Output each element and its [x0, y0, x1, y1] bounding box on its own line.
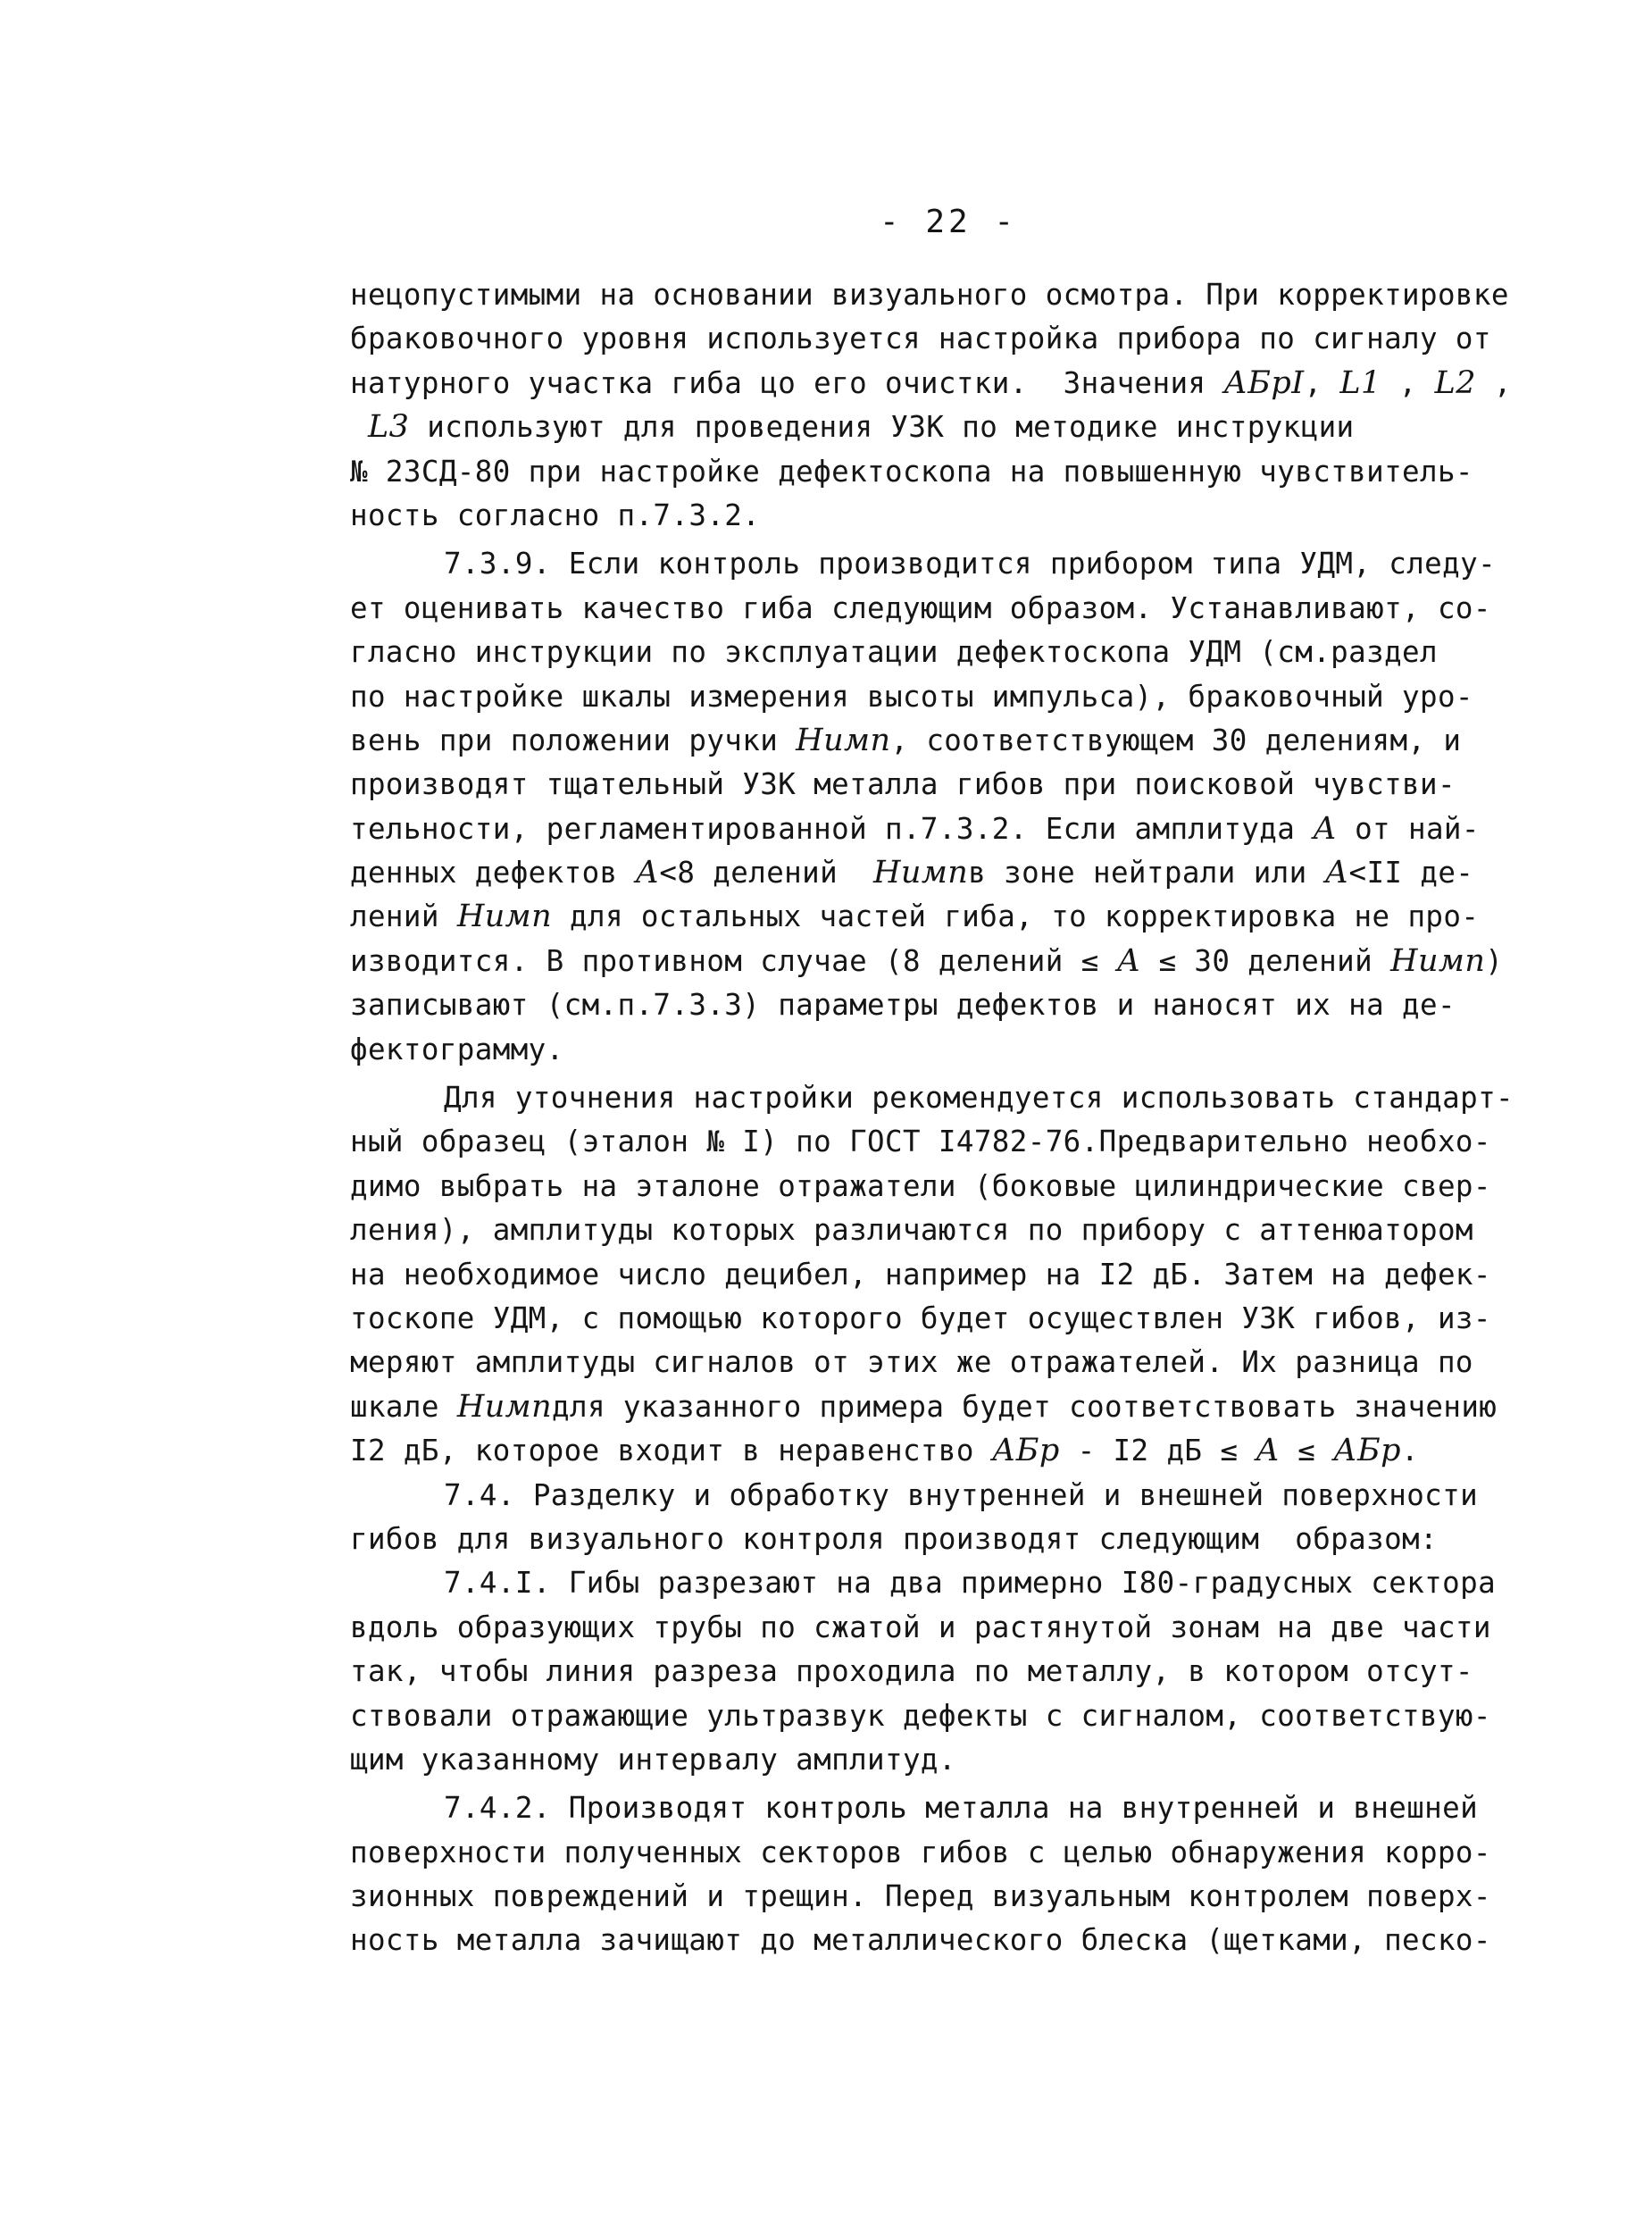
text-line: записывают (см.п.7.3.3) параметры дефектов и наносят их на де-	[350, 988, 1456, 1023]
formula: А	[1256, 1433, 1281, 1469]
text-line: ления), амплитуды которых различаются по прибору с аттенюатором	[350, 1213, 1473, 1248]
text-line: лений Нимп для остальных частей гиба, то корректировка не про-	[350, 899, 1480, 935]
formula: L2	[1434, 364, 1476, 401]
text-line: ный образец (эталон № I) по ГОСТ I4782-76.Предварительно необхо-	[350, 1125, 1491, 1159]
text-line: ет оценивать качество гиба следующим образом. Устанавливают, со-	[350, 590, 1491, 625]
text-line: изводится. В противном случае (8 делений ≤ А ≤ 30 делений Нимп)	[350, 942, 1504, 979]
text-line: на необходимое число децибел, например на I2 дБ. Затем на дефек-	[350, 1257, 1491, 1292]
text-line: поверхности полученных секторов гибов с целью обнаружения корро-	[350, 1835, 1491, 1869]
text-line: по настройке шкалы измерения высоты импульса), браковочный уро-	[350, 679, 1473, 714]
text-line: гласно инструкции по эксплуатации дефектоскопа УДМ (см.раздел	[350, 635, 1438, 670]
page-number: - 22 -	[880, 204, 1018, 240]
text-line: натурного участка гиба цо его очистки. Значения АБрI, L1 , L2 ,	[350, 364, 1512, 401]
text-line: щим указанному интервалу амплитуд.	[350, 1742, 956, 1777]
formula: L1	[1339, 364, 1381, 401]
paragraph-start: 7.4. Разделку и обработку внутренней и внешней поверхности	[444, 1477, 1479, 1512]
text-line: тоскопе УДМ, с помощью которого будет осуществлен УЗК гибов, из-	[350, 1300, 1491, 1335]
paragraph-start: 7.3.9. Если контроль производится прибором типа УДМ, следу-	[444, 547, 1497, 581]
formula: L3	[367, 409, 410, 446]
text-line: так, чтобы линия разреза проходила по металлу, в котором отсут-	[350, 1654, 1473, 1689]
text-line: браковочного уровня используется настройка прибора по сигналу от	[350, 322, 1491, 356]
formula: Нимп	[796, 722, 891, 758]
text-line: фектограмму.	[350, 1032, 564, 1066]
formula: А	[635, 855, 660, 891]
text-line: L3 используют для проведения УЗК по методике инструкции	[367, 409, 1355, 446]
text-line: вень при положении ручки Нимп, соответствующем 30 делениям, и	[350, 722, 1462, 758]
text-line: тельности, регламентированной п.7.3.2. Если амплитуда А от най-	[350, 810, 1480, 847]
text-line: ность металла зачищают до металлического блеска (щетками, песко-	[350, 1923, 1491, 1958]
text-line: денных дефектов А<8 делений Нимпв зоне нейтрали или А<II де-	[350, 855, 1474, 891]
text-line: I2 дБ, которое входит в неравенство АБр - I2 дБ ≤ А ≤ АБр.	[350, 1433, 1419, 1469]
text-line: меряют амплитуды сигналов от этих же отражателей. Их разница по	[350, 1345, 1473, 1380]
text-line: ность согласно п.7.3.2.	[350, 498, 761, 532]
formula: Нимп	[873, 855, 969, 891]
formula: АБрI	[1223, 364, 1305, 401]
formula: А	[1116, 942, 1141, 979]
formula: А	[1324, 855, 1349, 891]
text-line: димо выбрать на эталоне отражатели (боковые цилиндрические свер-	[350, 1168, 1491, 1203]
paragraph-start: 7.4.2. Производят контроль металла на внутренней и внешней	[444, 1791, 1479, 1826]
formula: Нимп	[456, 899, 553, 935]
formula: АБр	[991, 1433, 1060, 1469]
formula: АБр	[1333, 1433, 1401, 1469]
formula: Нимп	[1390, 942, 1486, 979]
text-line: нецопустимыми на основании визуального осмотра. При корректировке	[350, 278, 1509, 312]
formula: Нимп	[456, 1388, 553, 1425]
text-line: № 23СД-80 при настройке дефектоскопа на повышенную чувствитель-	[350, 454, 1473, 489]
text-line: производят тщательный УЗК металла гибов при поисковой чувстви-	[350, 767, 1456, 802]
text-line: шкале Нимпдля указанного примера будет соответствовать значению	[350, 1388, 1498, 1425]
paragraph-start: Для уточнения настройки рекомендуется использовать стандарт-	[444, 1081, 1514, 1116]
text-line: зионных повреждений и трещин. Перед визуальным контролем поверх-	[350, 1879, 1491, 1914]
document-body	[350, 273, 1538, 1963]
paragraph-start: 7.4.I. Гибы разрезают на два примерно I80-градусных сектора	[444, 1566, 1497, 1601]
text-line: вдоль образующих трубы по сжатой и растянутой зонам на две части	[350, 1610, 1491, 1644]
formula: А	[1313, 810, 1338, 847]
text-line: гибов для визуального контроля производят следующим образом:	[350, 1521, 1438, 1556]
text-line: ствовали отражающие ультразвук дефекты с сигналом, соответствую-	[350, 1698, 1491, 1733]
